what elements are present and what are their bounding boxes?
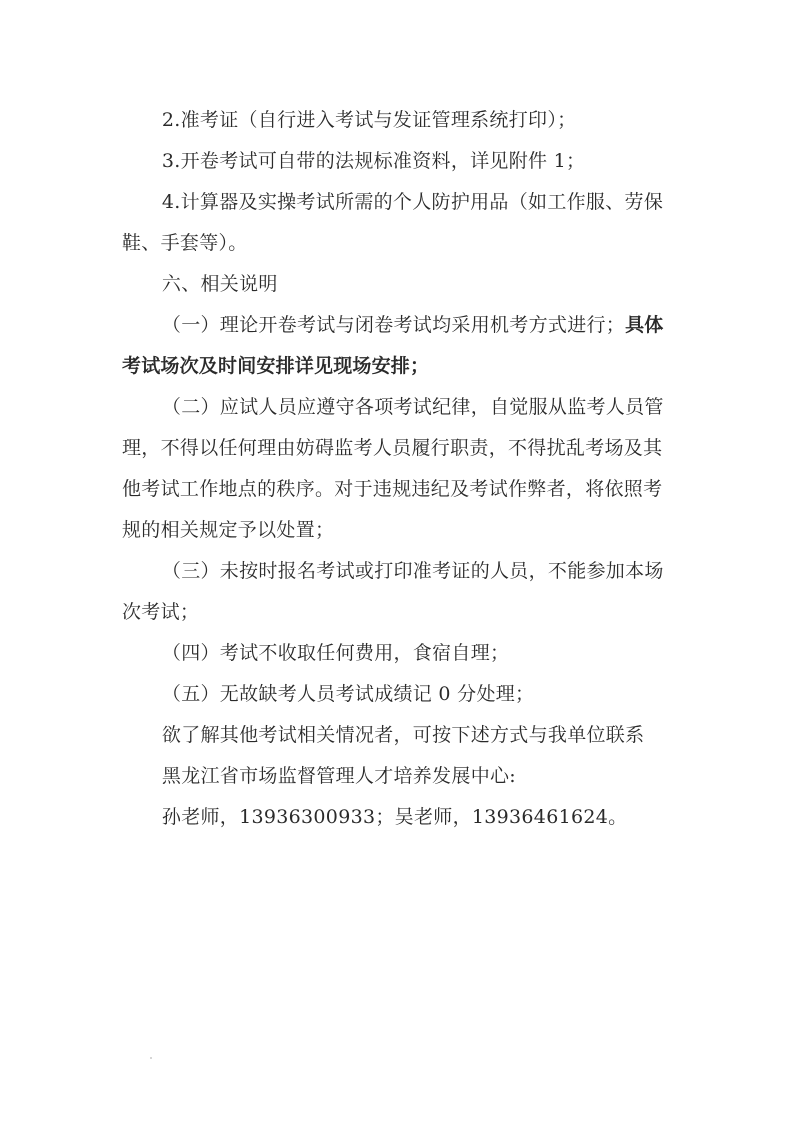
document-body <box>122 100 678 838</box>
note-five: （五）无故缺考人员考试成绩记 0 分处理； <box>161 683 535 705</box>
item-open-book-materials: 3.开卷考试可自带的法规标准资料，详见附件 1； <box>161 150 586 172</box>
item-admission-ticket: 2.准考证（自行进入考试与发证管理系统打印）； <box>161 109 577 131</box>
note-three: （三）未按时报名考试或打印准考证的人员，不能参加本场次考试； <box>122 560 664 623</box>
note-one-text: （一）理论开卷考试与闭卷考试均采用机考方式进行； <box>161 314 626 336</box>
note-one <box>122 305 678 387</box>
contact-organization: 黑龙江省市场监督管理人才培养发展中心: <box>161 765 516 787</box>
item-calculator-ppe: 4.计算器及实操考试所需的个人防护用品（如工作服、劳保鞋、手套等）。 <box>122 191 664 254</box>
note-one-emphasis: 具体考试场次及时间安排详见现场安排； <box>122 314 664 377</box>
section-heading-related-notes: 六、相关说明 <box>161 273 278 295</box>
note-four: （四）考试不收取任何费用，食宿自理； <box>161 642 510 664</box>
contact-intro: 欲了解其他考试相关情况者，可按下述方式与我单位联系 <box>161 724 645 746</box>
scan-speck <box>150 1057 152 1059</box>
note-two: （二）应试人员应遵守各项考试纪律，自觉服从监考人员管理，不得以任何理由妨碍监考人员履行职责，不得扰乱考场及其他考试工作地点的秩序。对于违规违纪及考试作弊者，将依照考规的相关规定予以处置； <box>122 396 664 541</box>
contact-phones: 孙老师，13936300933；吴老师，13936461624。 <box>161 806 628 828</box>
